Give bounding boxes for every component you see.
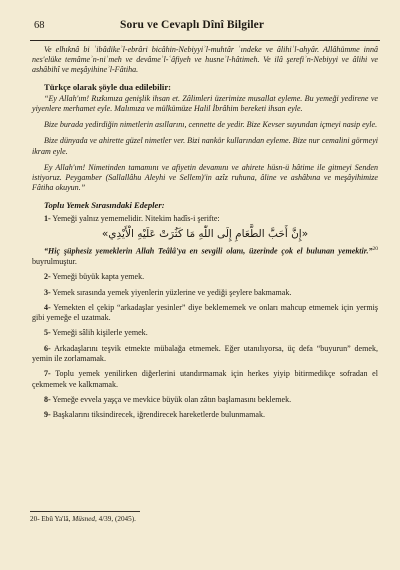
rule-number: 1- (44, 213, 51, 223)
rule-number: 5- (44, 328, 51, 338)
rule-item (32, 272, 378, 282)
rule-item (32, 410, 378, 420)
rule-text: Yemekten el çekip “arkadaşlar yesinler” diye beklememek ve onları mahcup etmemek için yermiş gibi yemeğe el uzatmak. (32, 302, 378, 323)
footnote (30, 515, 136, 523)
rule-item (32, 214, 378, 224)
rule-text: Arkadaşlarını teşvik etmekte mübalağa etmemek. Eğer utanılıyorsa, üç defa “buyurun” demek, yemin ile zorlamamak. (32, 343, 378, 364)
rule-number: 7- (44, 369, 51, 379)
footnote-source: Müsned (72, 515, 95, 523)
rule-item (32, 395, 378, 405)
hadith-tail: buyrulmuştur. (32, 256, 77, 266)
rule-list (32, 272, 378, 421)
rule-item (32, 344, 378, 364)
dua-paragraph-3: Bize dünyada ve ahirette güzel nimetler ver. Bizi nankör kullarından eyleme. Bize nur cemalini görmeyi ikram eyle. (32, 136, 378, 156)
rule-number: 4- (44, 302, 51, 312)
rule-text: Yemeği sâlih kişilerle yemek. (52, 328, 148, 338)
rules-heading: Toplu Yemek Sırasındaki Edepler: (44, 200, 165, 211)
rule-text: Yemeği büyük kapta yemek. (52, 272, 145, 282)
rule-text: Yemeğe evvela yaşça ve mevkice büyük olan zâtın başlamasını beklemek. (52, 395, 292, 405)
rule-number: 2- (44, 272, 51, 282)
rule-number: 9- (44, 410, 51, 420)
rule-number: 6- (44, 343, 51, 353)
rule-text: Yemeği yalnız yememelidir. Nitekim hadîs-i şerifte: (52, 213, 220, 223)
rule-text: Yemek sırasında yemek yiyenlerin yüzlerine ve yediği şeylere bakmamak. (52, 287, 292, 297)
hadith-translation (32, 244, 378, 267)
rule-item (32, 288, 378, 298)
footnote-label: 20- Ebû Ya'lâ, (30, 515, 73, 523)
rule-item (32, 328, 378, 338)
footnote-ref: , 4/39, (2045). (95, 515, 136, 523)
hadith-text: “Hiç şüphesiz yemeklerin Allah Teâlâ'ya en sevgili olanı, üzerinde çok el bulunan yemektir.” (44, 246, 373, 256)
page-number: 68 (34, 20, 45, 31)
footnote-marker: 20 (372, 245, 378, 252)
arabic-hadith: «إِنَّ أَحَبَّ الطَّعَامِ إِلَى اللّٰهِ مَا كَثُرَتْ عَلَيْهِ الْأَيْدِي» (101, 227, 309, 240)
rule-number: 8- (44, 395, 51, 405)
intro-paragraph: Ve elhıknâ bi ʿibâdikeʾl-ebrâri bicâhin-Nebiyyiʾl-muhtâr ʿındeke ve âlihiʾl-ahyâr. Allâhümme innâ nes'elüke temâmeʾn-niʿmeh ve devâmeʾl-ʿâfiyeh ve husneʾl-hâtimeh. Ve ilâ şerefiʾn-Nebiyyi ve âlihi ve ashâbihî ve meşâyihineʾl-Fâtiha. (32, 45, 378, 75)
turkish-heading: Türkçe olarak şöyle dua edilebilir: (44, 81, 171, 92)
dua-paragraph-2: Bize burada yedirdiğin nimetlerin asıllarını, cennette de yedir. Bize Kevser suyundan içmeyi nasip eyle. (44, 120, 378, 130)
footnote-divider (30, 511, 140, 512)
rule-number: 3- (44, 287, 51, 297)
page-header (30, 6, 380, 41)
dua-paragraph-1: “Ey Allah'ım! Rızkımıza genişlik ihsan et. Zâlimleri üzerimize musallat eyleme. Bu yemeği yedirene ve yiyenlere merhamet eyle. Malımıza ve mülkümüze Halil İbrâhim bereketi ihsan eyle. (32, 93, 378, 114)
rule-text: Toplu yemek yenilirken diğerlerini utandırmamak için herkes yiyip bitirmedikçe sofradan el çekmemek ve kalkmamak. (32, 369, 378, 389)
rule-text: Başkalarını tiksindirecek, iğrendirecek hareketlerde bulunmamak. (52, 410, 265, 420)
page-body (30, 45, 380, 421)
dua-paragraph-4: Ey Allah'ım! Nimetinden tamamını ve afiyetin devamını ve ahirete hüsn-ü hâtime ile gitmeyi Senden istiyoruz. Peygamber (Sallallâhu Aleyhi ve Sellem)'in azîz ruhuna, âline ve ashâbına ve meşâyihimize Fâtiha okuyun.” (32, 162, 378, 193)
rule-item (32, 303, 378, 323)
rule-item (32, 369, 378, 389)
running-title: Soru ve Cevaplı Dînî Bilgiler (120, 19, 265, 31)
